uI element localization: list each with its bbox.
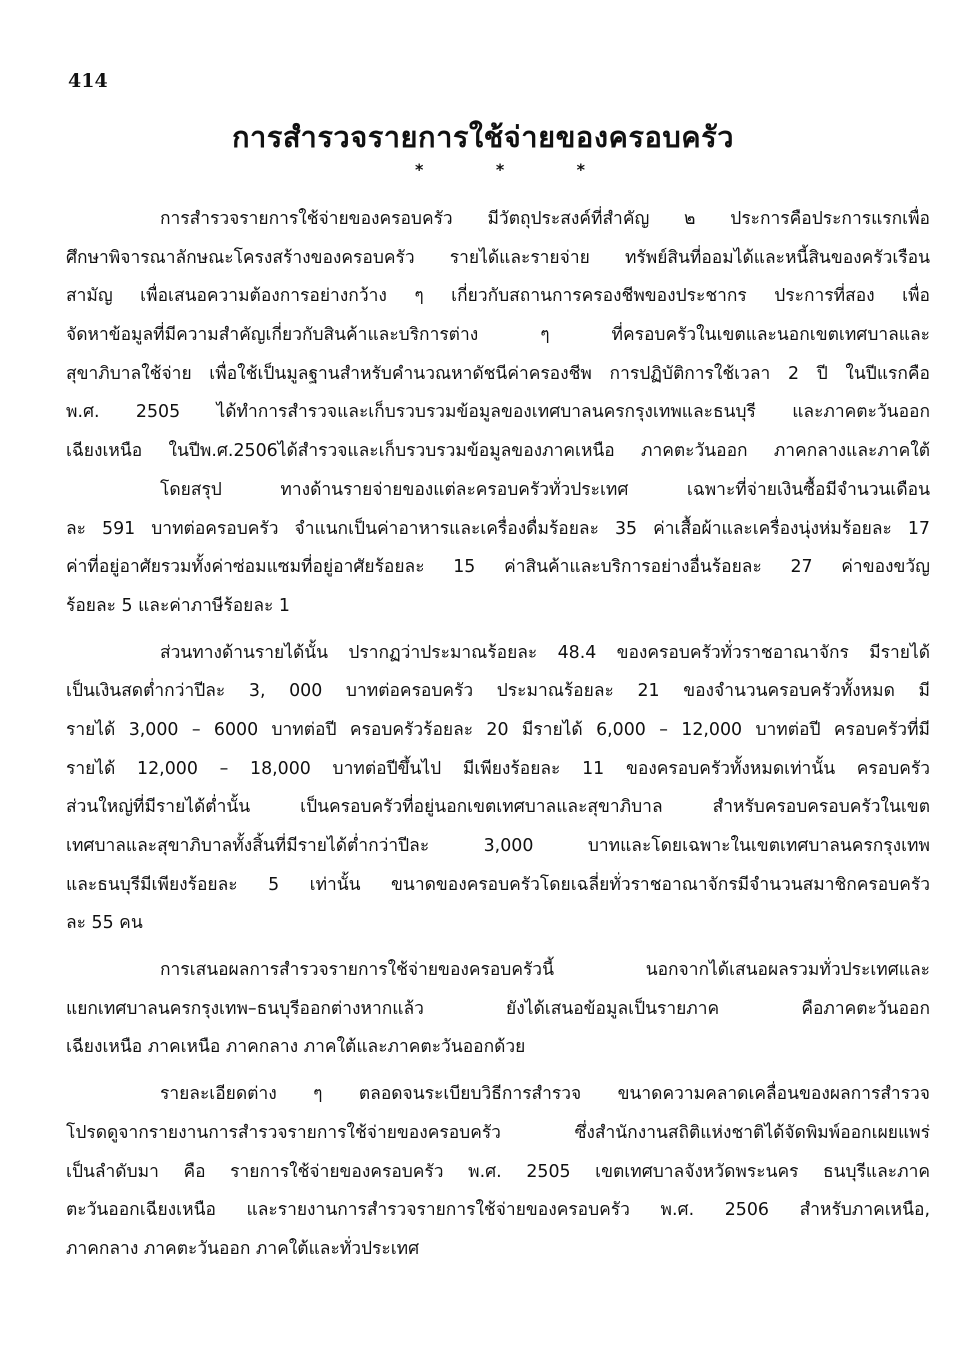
title-separator-stars [415,160,585,179]
text-line: โปรดดูจากรายงานการสำรวจรายการใช้จ่ายของครอบครัว ซึ่งสำนักงานสถิติแห่งชาติได้จัดพิมพ์ออกเผยแพร่ [66,1122,930,1143]
paragraph-presentation [66,951,930,1067]
text-line: ตะวันออกเฉียงเหนือ และรายงานการสำรวจรายการใช้จ่ายของครอบครัว พ.ศ. 2506 สำหรับภาคเหนือ, [66,1200,930,1221]
text-line: จัดหาข้อมูลที่มีความสำคัญเกี่ยวกับสินค้าและบริการต่าง ๆ ที่ครอบครัวในเขตและนอกเขตเทศบาลและ [66,325,930,346]
text-line: เทศบาลและสุขาภิบาลทั้งสิ้นที่มีรายได้ต่ำกว่าปีละ 3,000 บาทและโดยเฉพาะในเขตเทศบาลนครกรุงเทพ [66,836,930,856]
text-line: รายละเอียดต่าง ๆ ตลอดจนระเบียบวิธีการสำรวจ ขนาดความคลาดเคลื่อนของผลการสำรวจ [160,1084,930,1105]
text-line: การเสนอผลการสำรวจรายการใช้จ่ายของครอบครัวนี้ นอกจากได้เสนอผลรวมทั่วประเทศและ [160,960,930,981]
text-line: ส่วนใหญ่ที่มีรายได้ต่ำนั้น เป็นครอบครัวที่อยู่นอกเขตเทศบาลและสุขาภิบาล สำหรับครอบครอบครัวในเขต [66,797,930,818]
paragraph-expenditure [66,471,930,626]
text-line: สามัญ เพื่อเสนอความต้องการอย่างกว้าง ๆ เกี่ยวกับสถานการครองชีพของประชากร ประการที่สอง เพื่อ [66,286,930,307]
text-line: เฉียงเหนือ ภาคเหนือ ภาคกลาง ภาคใต้และภาคตะวันออกด้วย [66,1037,526,1058]
text-line: รายได้ 3,000 – 6000 บาทต่อปี ครอบครัวร้อยละ 20 มีรายได้ 6,000 – 12,000 บาทต่อปี ครอบครัวที่มี [66,719,930,740]
separator-star: * [576,160,585,179]
text-line: สุขาภิบาลใช้จ่าย เพื่อใช้เป็นมูลฐานสำหรับคำนวณหาดัชนีค่าครองชีพ การปฏิบัติการใช้เวลา 2 ปี ในปีแรกคือ [66,363,930,384]
paragraph-references [66,1075,930,1268]
text-line: การสำรวจรายการใช้จ่ายของครอบครัว มีวัตถุประสงค์ที่สำคัญ ๒ ประการคือประการแรกเพื่อ [160,209,930,229]
page-title: การสำรวจรายการใช้จ่ายของครอบครัว [231,120,735,154]
text-line: ละ 55 คน [66,913,143,934]
text-line: พ.ศ. 2505 ได้ทำการสำรวจและเก็บรวบรวมข้อมูลของเทศบาลนครกรุงเทพและธนบุรี และภาคตะวันออก [66,402,930,423]
separator-star: * [495,160,505,179]
text-line: ร้อยละ 5 และค่าภาษีร้อยละ 1 [66,595,290,616]
text-line: ค่าที่อยู่อาศัยรวมทั้งค่าซ่อมแซมที่อยู่อาศัยร้อยละ 15 ค่าสินค้าและบริการอย่างอื่นร้อยละ 27 ค่าของขวัญ [66,557,930,578]
text-line: แยกเทศบาลนครกรุงเทพ–ธนบุรีออกต่างหากแล้ว ยังได้เสนอข้อมูลเป็นรายภาค คือภาคตะวันออก [66,998,930,1019]
separator-star: * [415,160,424,179]
text-line: เฉียงเหนือ ในปีพ.ศ.2506ได้สำรวจและเก็บรวบรวมข้อมูลของภาคเหนือ ภาคตะวันออก ภาคกลางและภาคใต้ [66,441,930,462]
text-line: ละ 591 บาทต่อครอบครัว จำแนกเป็นค่าอาหารและเครื่องดื่มร้อยละ 35 ค่าเสื้อผ้าและเครื่องนุ่งห่มร้อยละ 17 [66,518,930,539]
text-line: ส่วนทางด้านรายได้นั้น ปรากฏว่าประมาณร้อยละ 48.4 ของครอบครัวทั่วราชอาณาจักร มีรายได้ [160,642,930,663]
body-text [66,200,930,1269]
text-line: เป็นเงินสดต่ำกว่าปีละ 3, 000 บาทต่อครอบครัว ประมาณร้อยละ 21 ของจำนวนครอบครัวทั้งหมด มี [66,681,930,702]
paragraph-income [66,634,930,944]
text-line: โดยสรุป ทางด้านรายจ่ายของแต่ละครอบครัวทั่วประเทศ เฉพาะที่จ่ายเงินซื้อมีจำนวนเดือน [160,479,930,500]
text-line: เป็นลำดับมา คือ รายการใช้จ่ายของครอบครัว พ.ศ. 2505 เขตเทศบาลจังหวัดพระนคร ธนบุรีและภาค [66,1161,930,1182]
text-line: รายได้ 12,000 – 18,000 บาทต่อปีขึ้นไป มีเพียงร้อยละ 11 ของครอบครัวทั้งหมดเท่านั้น ครอบครัว [66,758,930,779]
paragraph-objectives [66,200,930,471]
text-line: และธนบุรีมีเพียงร้อยละ 5 เท่านั้น ขนาดของครอบครัวโดยเฉลี่ยทั่วราชอาณาจักรมีจำนวนสมาชิกครอบครัว [66,874,930,895]
page-number: 414 [68,70,108,92]
text-line: ภาคกลาง ภาคตะวันออก ภาคใต้และทั่วประเทศ [66,1238,420,1259]
text-line: ศึกษาพิจารณาลักษณะโครงสร้างของครอบครัว รายได้และรายจ่าย ทรัพย์สินที่ออมได้และหนี้สินของครัวเรือน [66,247,930,268]
